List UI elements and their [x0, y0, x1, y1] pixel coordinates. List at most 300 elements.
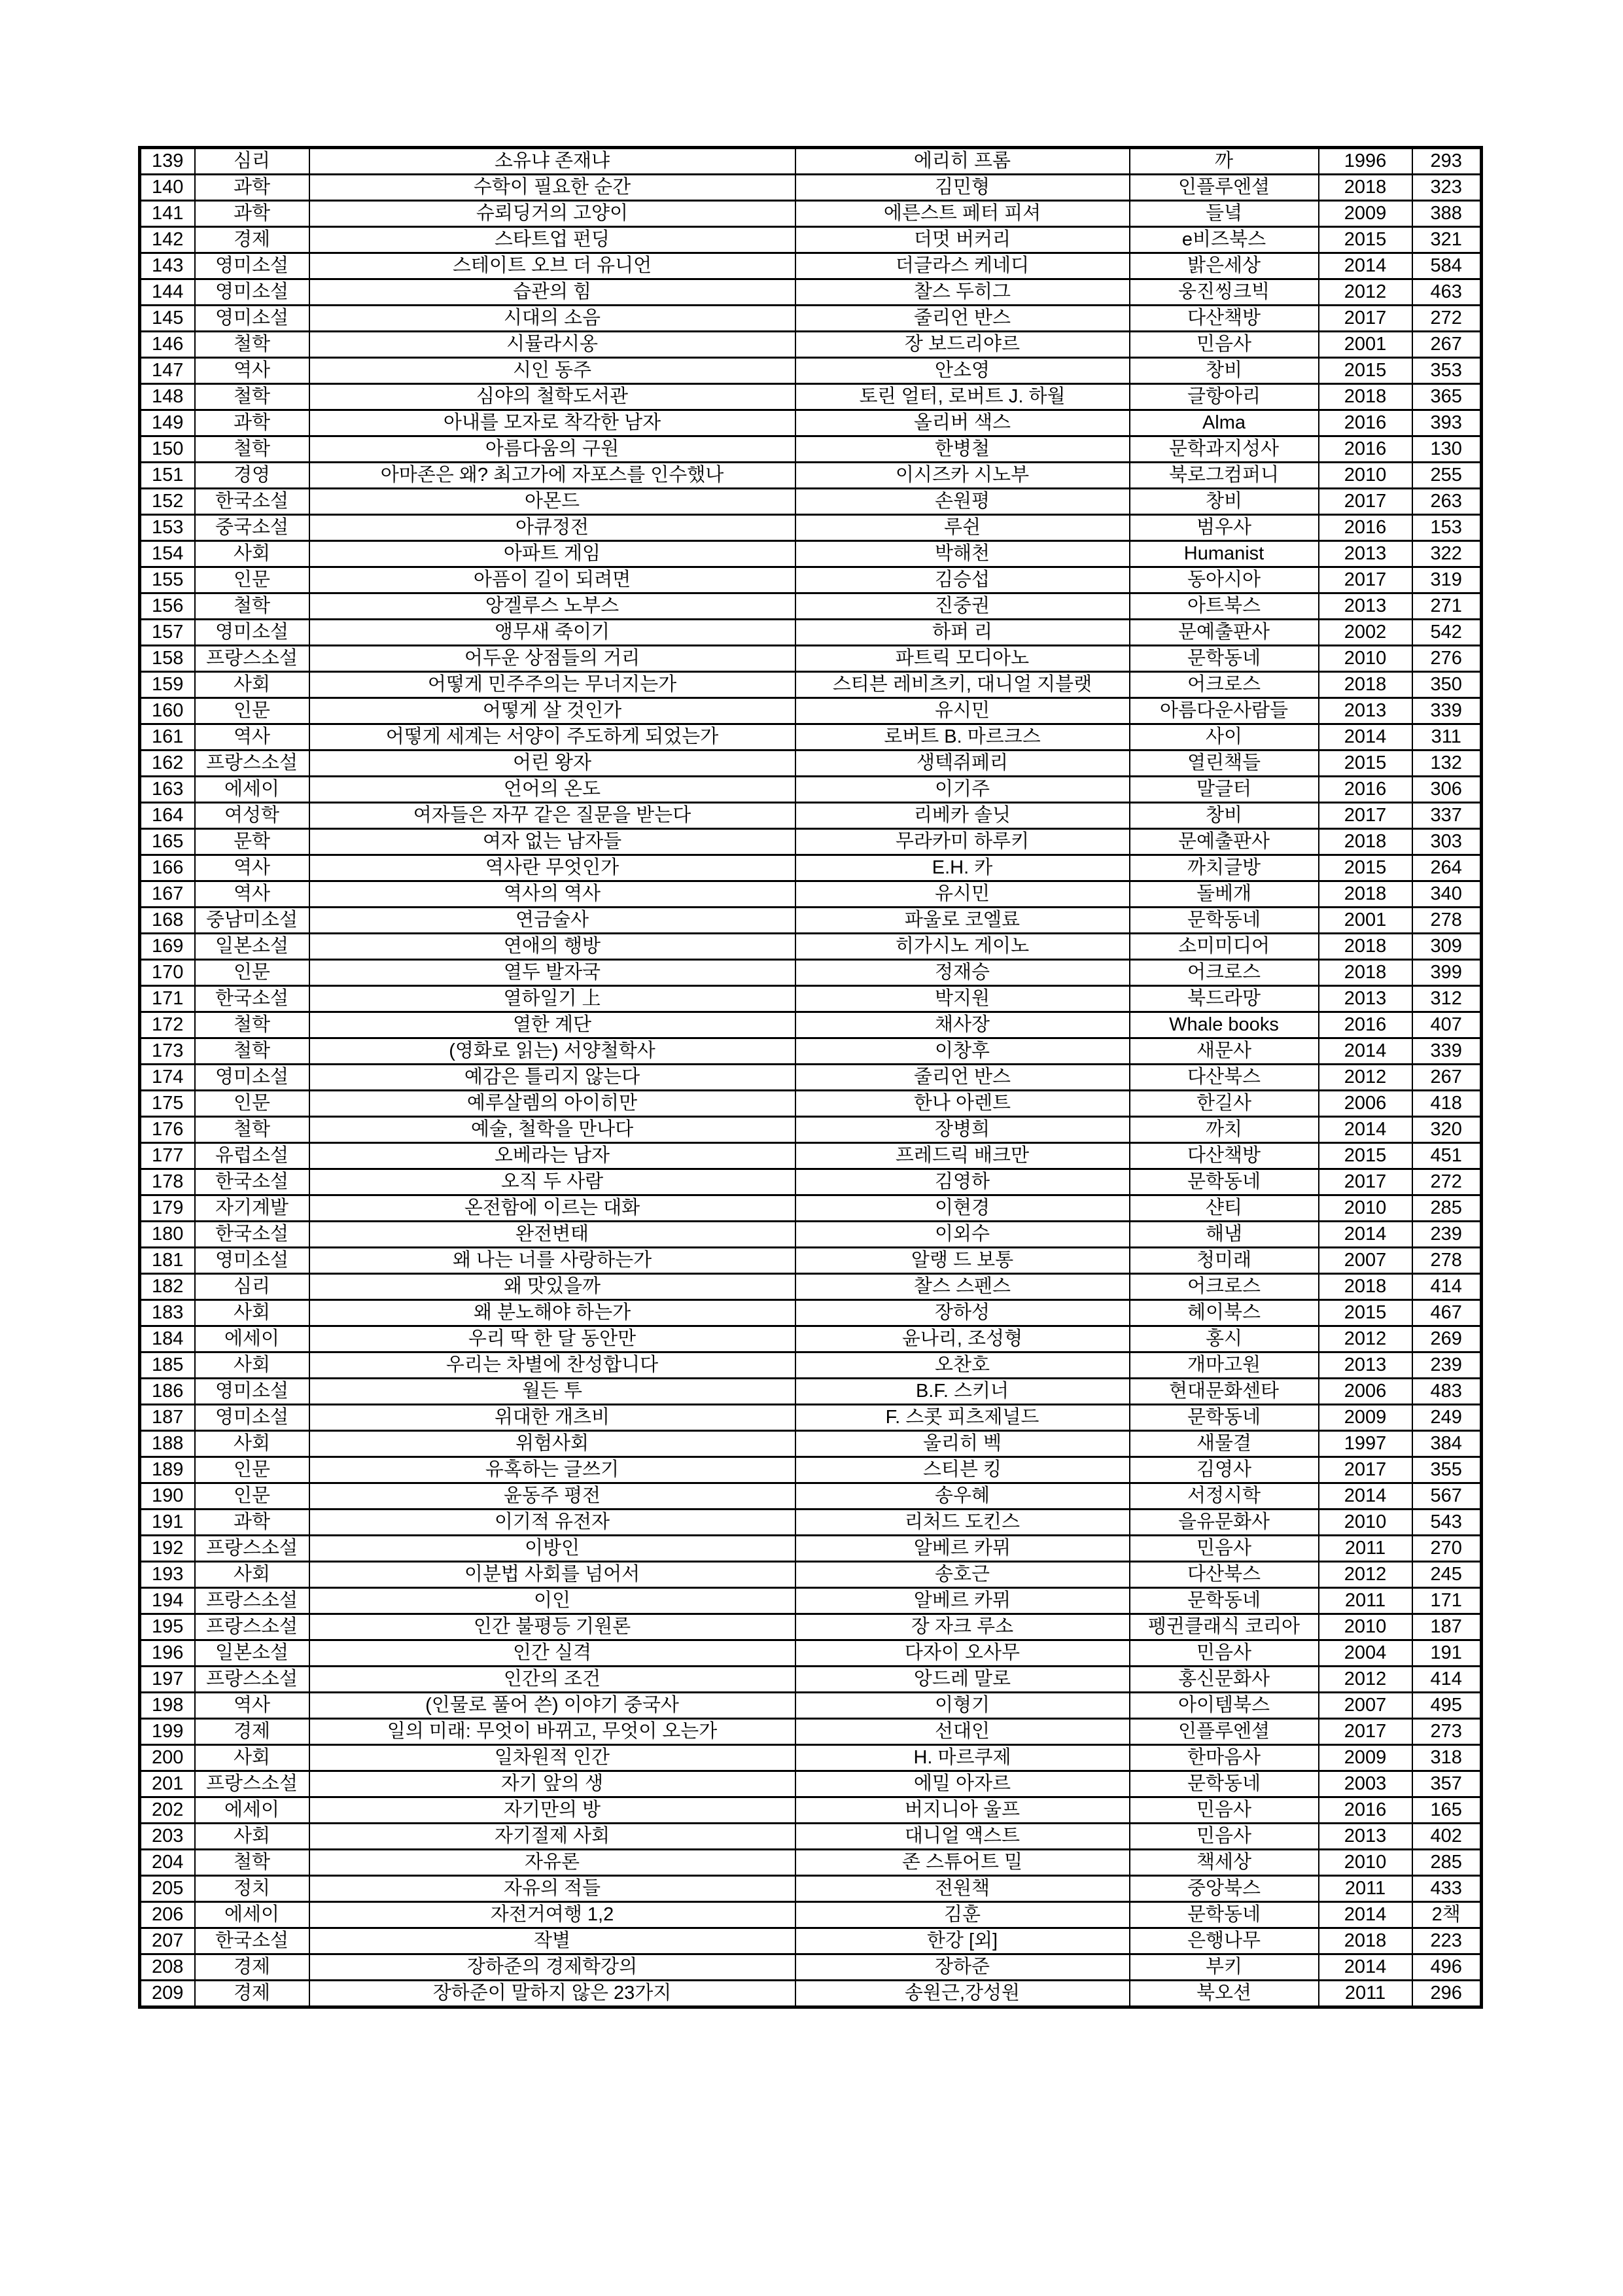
table-row — [140, 1038, 1482, 1065]
author-cell: 프레드릭 배크만 — [795, 1143, 1130, 1169]
publisher-cell: 돌베개 — [1130, 881, 1319, 908]
row-number-cell: 198 — [140, 1693, 195, 1719]
row-number-cell: 157 — [140, 620, 195, 646]
title-cell: 자전거여행 1,2 — [309, 1902, 795, 1928]
table-row — [140, 1667, 1482, 1693]
author-cell: 안소영 — [795, 358, 1130, 384]
row-number-cell: 144 — [140, 279, 195, 306]
row-number-cell: 164 — [140, 803, 195, 829]
pages-cell: 542 — [1412, 620, 1482, 646]
year-cell: 1997 — [1319, 1431, 1412, 1457]
year-cell: 2018 — [1319, 829, 1412, 855]
table-row — [140, 1902, 1482, 1928]
year-cell: 2012 — [1319, 1667, 1412, 1693]
book-list-table — [138, 146, 1483, 2009]
pages-cell: 239 — [1412, 1352, 1482, 1379]
pages-cell: 130 — [1412, 436, 1482, 463]
table-row — [140, 777, 1482, 803]
pages-cell: 340 — [1412, 881, 1482, 908]
year-cell: 2016 — [1319, 410, 1412, 436]
year-cell: 2003 — [1319, 1771, 1412, 1797]
table-row — [140, 751, 1482, 777]
table-row — [140, 332, 1482, 358]
year-cell: 2014 — [1319, 1483, 1412, 1510]
row-number-cell: 167 — [140, 881, 195, 908]
year-cell: 2016 — [1319, 1012, 1412, 1038]
title-cell: 시인 동주 — [309, 358, 795, 384]
year-cell: 2018 — [1319, 175, 1412, 201]
year-cell: 2013 — [1319, 986, 1412, 1012]
title-cell: 일의 미래: 무엇이 바뀌고, 무엇이 오는가 — [309, 1719, 795, 1745]
table-row — [140, 515, 1482, 541]
publisher-cell: 북로그컴퍼니 — [1130, 463, 1319, 489]
pages-cell: 312 — [1412, 986, 1482, 1012]
year-cell: 2014 — [1319, 253, 1412, 279]
author-cell: 유시민 — [795, 881, 1130, 908]
title-cell: 심야의 철학도서관 — [309, 384, 795, 410]
row-number-cell: 192 — [140, 1536, 195, 1562]
year-cell: 2012 — [1319, 1562, 1412, 1588]
table-row — [140, 1405, 1482, 1431]
publisher-cell: 범우사 — [1130, 515, 1319, 541]
year-cell: 2014 — [1319, 1117, 1412, 1143]
category-cell: 철학 — [195, 1117, 309, 1143]
author-cell: 장하준 — [795, 1954, 1130, 1981]
pages-cell: 269 — [1412, 1326, 1482, 1352]
pages-cell: 272 — [1412, 306, 1482, 332]
row-number-cell: 169 — [140, 934, 195, 960]
category-cell: 한국소설 — [195, 1169, 309, 1195]
publisher-cell: Alma — [1130, 410, 1319, 436]
publisher-cell: 민음사 — [1130, 332, 1319, 358]
title-cell: 자기절제 사회 — [309, 1824, 795, 1850]
publisher-cell: 웅진씽크빅 — [1130, 279, 1319, 306]
publisher-cell: 한길사 — [1130, 1091, 1319, 1117]
author-cell: 손원평 — [795, 489, 1130, 515]
year-cell: 2018 — [1319, 1928, 1412, 1954]
title-cell: 아내를 모자로 착각한 남자 — [309, 410, 795, 436]
year-cell: 2011 — [1319, 1981, 1412, 2007]
publisher-cell: 문학과지성사 — [1130, 436, 1319, 463]
title-cell: 아큐정전 — [309, 515, 795, 541]
year-cell: 2006 — [1319, 1091, 1412, 1117]
publisher-cell: 문학동네 — [1130, 908, 1319, 934]
row-number-cell: 206 — [140, 1902, 195, 1928]
year-cell: 2014 — [1319, 1222, 1412, 1248]
row-number-cell: 171 — [140, 986, 195, 1012]
table-row — [140, 1536, 1482, 1562]
year-cell: 2016 — [1319, 515, 1412, 541]
category-cell: 철학 — [195, 384, 309, 410]
category-cell: 사회 — [195, 1431, 309, 1457]
row-number-cell: 161 — [140, 724, 195, 751]
pages-cell: 311 — [1412, 724, 1482, 751]
category-cell: 사회 — [195, 1562, 309, 1588]
year-cell: 2015 — [1319, 358, 1412, 384]
table-row — [140, 1352, 1482, 1379]
year-cell: 2011 — [1319, 1876, 1412, 1902]
year-cell: 2011 — [1319, 1588, 1412, 1614]
publisher-cell: 사이 — [1130, 724, 1319, 751]
pages-cell: 414 — [1412, 1667, 1482, 1693]
table-row — [140, 1379, 1482, 1405]
year-cell: 2017 — [1319, 803, 1412, 829]
publisher-cell: 북오션 — [1130, 1981, 1319, 2007]
author-cell: 리처드 도킨스 — [795, 1510, 1130, 1536]
pages-cell: 353 — [1412, 358, 1482, 384]
row-number-cell: 156 — [140, 593, 195, 620]
author-cell: B.F. 스키너 — [795, 1379, 1130, 1405]
publisher-cell: 다산책방 — [1130, 1143, 1319, 1169]
row-number-cell: 182 — [140, 1274, 195, 1300]
category-cell: 에세이 — [195, 1902, 309, 1928]
year-cell: 2016 — [1319, 436, 1412, 463]
publisher-cell: 다산북스 — [1130, 1562, 1319, 1588]
publisher-cell: 은행나무 — [1130, 1928, 1319, 1954]
pages-cell: 263 — [1412, 489, 1482, 515]
title-cell: 수학이 필요한 순간 — [309, 175, 795, 201]
pages-cell: 318 — [1412, 1745, 1482, 1771]
row-number-cell: 151 — [140, 463, 195, 489]
pages-cell: 357 — [1412, 1771, 1482, 1797]
author-cell: 김승섭 — [795, 567, 1130, 593]
table-row — [140, 1143, 1482, 1169]
category-cell: 철학 — [195, 332, 309, 358]
row-number-cell: 139 — [140, 148, 195, 175]
row-number-cell: 153 — [140, 515, 195, 541]
category-cell: 인문 — [195, 1457, 309, 1483]
author-cell: 한강 [외] — [795, 1928, 1130, 1954]
author-cell: 윤나리, 조성형 — [795, 1326, 1130, 1352]
publisher-cell: 어크로스 — [1130, 1274, 1319, 1300]
category-cell: 철학 — [195, 1012, 309, 1038]
category-cell: 프랑스소설 — [195, 1667, 309, 1693]
author-cell: 송호근 — [795, 1562, 1130, 1588]
publisher-cell: Humanist — [1130, 541, 1319, 567]
title-cell: 열한 계단 — [309, 1012, 795, 1038]
year-cell: 2007 — [1319, 1248, 1412, 1274]
author-cell: 에른스트 페터 피셔 — [795, 201, 1130, 227]
title-cell: 연금술사 — [309, 908, 795, 934]
table-row — [140, 201, 1482, 227]
pages-cell: 339 — [1412, 1038, 1482, 1065]
category-cell: 인문 — [195, 1091, 309, 1117]
pages-cell: 285 — [1412, 1850, 1482, 1876]
title-cell: 어떻게 살 것인가 — [309, 698, 795, 724]
table-row — [140, 253, 1482, 279]
pages-cell: 320 — [1412, 1117, 1482, 1143]
title-cell: 인간의 조건 — [309, 1667, 795, 1693]
pages-cell: 402 — [1412, 1824, 1482, 1850]
category-cell: 경제 — [195, 227, 309, 253]
year-cell: 2015 — [1319, 1300, 1412, 1326]
category-cell: 프랑스소설 — [195, 1771, 309, 1797]
row-number-cell: 207 — [140, 1928, 195, 1954]
author-cell: 다자이 오사무 — [795, 1640, 1130, 1667]
author-cell: 김영하 — [795, 1169, 1130, 1195]
author-cell: H. 마르쿠제 — [795, 1745, 1130, 1771]
publisher-cell: 새문사 — [1130, 1038, 1319, 1065]
category-cell: 중남미소설 — [195, 908, 309, 934]
publisher-cell: 문예출판사 — [1130, 620, 1319, 646]
author-cell: 더글라스 케네디 — [795, 253, 1130, 279]
category-cell: 프랑스소설 — [195, 751, 309, 777]
category-cell: 정치 — [195, 1876, 309, 1902]
title-cell: 장하준의 경제학강의 — [309, 1954, 795, 1981]
publisher-cell: 문학동네 — [1130, 1902, 1319, 1928]
category-cell: 과학 — [195, 175, 309, 201]
publisher-cell: 소미미디어 — [1130, 934, 1319, 960]
row-number-cell: 178 — [140, 1169, 195, 1195]
title-cell: 아몬드 — [309, 489, 795, 515]
category-cell: 사회 — [195, 672, 309, 698]
category-cell: 영미소설 — [195, 1379, 309, 1405]
category-cell: 철학 — [195, 593, 309, 620]
table-row — [140, 803, 1482, 829]
title-cell: 오베라는 남자 — [309, 1143, 795, 1169]
year-cell: 2017 — [1319, 306, 1412, 332]
author-cell: 앙드레 말로 — [795, 1667, 1130, 1693]
title-cell: 완전변태 — [309, 1222, 795, 1248]
publisher-cell: 현대문화센타 — [1130, 1379, 1319, 1405]
publisher-cell: 까 — [1130, 148, 1319, 175]
title-cell: 왜 맛있을까 — [309, 1274, 795, 1300]
pages-cell: 273 — [1412, 1719, 1482, 1745]
row-number-cell: 165 — [140, 829, 195, 855]
author-cell: 에리히 프롬 — [795, 148, 1130, 175]
pages-cell: 418 — [1412, 1091, 1482, 1117]
table-row — [140, 881, 1482, 908]
year-cell: 2007 — [1319, 1693, 1412, 1719]
title-cell: 자기 앞의 생 — [309, 1771, 795, 1797]
title-cell: 어떻게 민주주의는 무너지는가 — [309, 672, 795, 698]
table-row — [140, 1326, 1482, 1352]
row-number-cell: 146 — [140, 332, 195, 358]
pages-cell: 132 — [1412, 751, 1482, 777]
title-cell: 역사란 무엇인가 — [309, 855, 795, 881]
title-cell: 열하일기 上 — [309, 986, 795, 1012]
publisher-cell: 열린책들 — [1130, 751, 1319, 777]
category-cell: 영미소설 — [195, 620, 309, 646]
author-cell: 전원책 — [795, 1876, 1130, 1902]
category-cell: 경제 — [195, 1719, 309, 1745]
author-cell: 진중권 — [795, 593, 1130, 620]
row-number-cell: 150 — [140, 436, 195, 463]
pages-cell: 285 — [1412, 1195, 1482, 1222]
year-cell: 2018 — [1319, 960, 1412, 986]
year-cell: 1996 — [1319, 148, 1412, 175]
row-number-cell: 193 — [140, 1562, 195, 1588]
publisher-cell: 을유문화사 — [1130, 1510, 1319, 1536]
category-cell: 인문 — [195, 960, 309, 986]
pages-cell: 393 — [1412, 410, 1482, 436]
table-row — [140, 1483, 1482, 1510]
author-cell: 존 스튜어트 밀 — [795, 1850, 1130, 1876]
publisher-cell: 창비 — [1130, 803, 1319, 829]
title-cell: 자유론 — [309, 1850, 795, 1876]
table-row — [140, 227, 1482, 253]
publisher-cell: 북드라망 — [1130, 986, 1319, 1012]
pages-cell: 267 — [1412, 1065, 1482, 1091]
title-cell: 언어의 온도 — [309, 777, 795, 803]
row-number-cell: 159 — [140, 672, 195, 698]
title-cell: 우리는 차별에 찬성합니다 — [309, 1352, 795, 1379]
category-cell: 경제 — [195, 1954, 309, 1981]
table-row — [140, 306, 1482, 332]
year-cell: 2010 — [1319, 1510, 1412, 1536]
year-cell: 2006 — [1319, 1379, 1412, 1405]
year-cell: 2014 — [1319, 1902, 1412, 1928]
title-cell: 습관의 힘 — [309, 279, 795, 306]
author-cell: 박지원 — [795, 986, 1130, 1012]
author-cell: 버지니아 울프 — [795, 1797, 1130, 1824]
table-row — [140, 724, 1482, 751]
title-cell: 어떻게 세계는 서양이 주도하게 되었는가 — [309, 724, 795, 751]
year-cell: 2012 — [1319, 279, 1412, 306]
pages-cell: 296 — [1412, 1981, 1482, 2007]
title-cell: 어두운 상점들의 거리 — [309, 646, 795, 672]
category-cell: 역사 — [195, 358, 309, 384]
table-row — [140, 489, 1482, 515]
category-cell: 프랑스소설 — [195, 1588, 309, 1614]
title-cell: 이기적 유전자 — [309, 1510, 795, 1536]
category-cell: 과학 — [195, 201, 309, 227]
publisher-cell: 문학동네 — [1130, 1405, 1319, 1431]
row-number-cell: 197 — [140, 1667, 195, 1693]
publisher-cell: 창비 — [1130, 489, 1319, 515]
pages-cell: 278 — [1412, 1248, 1482, 1274]
author-cell: 올리버 색스 — [795, 410, 1130, 436]
publisher-cell: 문예출판사 — [1130, 829, 1319, 855]
title-cell: 이방인 — [309, 1536, 795, 1562]
table-row — [140, 1117, 1482, 1143]
category-cell: 인문 — [195, 567, 309, 593]
publisher-cell: 까치 — [1130, 1117, 1319, 1143]
category-cell: 여성학 — [195, 803, 309, 829]
category-cell: 영미소설 — [195, 306, 309, 332]
year-cell: 2010 — [1319, 646, 1412, 672]
table-row — [140, 1797, 1482, 1824]
author-cell: 파트릭 모디아노 — [795, 646, 1130, 672]
title-cell: 유혹하는 글쓰기 — [309, 1457, 795, 1483]
row-number-cell: 187 — [140, 1405, 195, 1431]
author-cell: 이시즈카 시노부 — [795, 463, 1130, 489]
table-row — [140, 1222, 1482, 1248]
year-cell: 2015 — [1319, 751, 1412, 777]
category-cell: 경영 — [195, 463, 309, 489]
pages-cell: 483 — [1412, 1379, 1482, 1405]
author-cell: 한병철 — [795, 436, 1130, 463]
title-cell: 인간 불평등 기원론 — [309, 1614, 795, 1640]
category-cell: 프랑스소설 — [195, 646, 309, 672]
publisher-cell: 민음사 — [1130, 1640, 1319, 1667]
row-number-cell: 168 — [140, 908, 195, 934]
table-row — [140, 1719, 1482, 1745]
category-cell: 심리 — [195, 148, 309, 175]
row-number-cell: 140 — [140, 175, 195, 201]
title-cell: 열두 발자국 — [309, 960, 795, 986]
year-cell: 2011 — [1319, 1536, 1412, 1562]
title-cell: 슈뢰딩거의 고양이 — [309, 201, 795, 227]
author-cell: 토린 얼터, 로버트 J. 하월 — [795, 384, 1130, 410]
table-row — [140, 1614, 1482, 1640]
year-cell: 2013 — [1319, 698, 1412, 724]
title-cell: 오직 두 사람 — [309, 1169, 795, 1195]
row-number-cell: 173 — [140, 1038, 195, 1065]
title-cell: 앙겔루스 노부스 — [309, 593, 795, 620]
row-number-cell: 145 — [140, 306, 195, 332]
pages-cell: 399 — [1412, 960, 1482, 986]
table-row — [140, 279, 1482, 306]
pages-cell: 323 — [1412, 175, 1482, 201]
title-cell: 윤동주 평전 — [309, 1483, 795, 1510]
table-row — [140, 567, 1482, 593]
row-number-cell: 201 — [140, 1771, 195, 1797]
row-number-cell: 160 — [140, 698, 195, 724]
year-cell: 2001 — [1319, 332, 1412, 358]
year-cell: 2014 — [1319, 1038, 1412, 1065]
publisher-cell: 민음사 — [1130, 1797, 1319, 1824]
pages-cell: 467 — [1412, 1300, 1482, 1326]
author-cell: 송원근,강성원 — [795, 1981, 1130, 2007]
year-cell: 2010 — [1319, 463, 1412, 489]
author-cell: 줄리언 반스 — [795, 306, 1130, 332]
pages-cell: 271 — [1412, 593, 1482, 620]
year-cell: 2002 — [1319, 620, 1412, 646]
title-cell: 일차원적 인간 — [309, 1745, 795, 1771]
row-number-cell: 186 — [140, 1379, 195, 1405]
title-cell: 앵무새 죽이기 — [309, 620, 795, 646]
pages-cell: 463 — [1412, 279, 1482, 306]
row-number-cell: 188 — [140, 1431, 195, 1457]
publisher-cell: 까치글방 — [1130, 855, 1319, 881]
category-cell: 중국소설 — [195, 515, 309, 541]
pages-cell: 309 — [1412, 934, 1482, 960]
year-cell: 2012 — [1319, 1065, 1412, 1091]
author-cell: 채사장 — [795, 1012, 1130, 1038]
category-cell: 영미소설 — [195, 253, 309, 279]
title-cell: 스타트업 펀딩 — [309, 227, 795, 253]
title-cell: 연애의 행방 — [309, 934, 795, 960]
year-cell: 2018 — [1319, 1274, 1412, 1300]
publisher-cell: 동아시아 — [1130, 567, 1319, 593]
pages-cell: 496 — [1412, 1954, 1482, 1981]
row-number-cell: 158 — [140, 646, 195, 672]
table-row — [140, 384, 1482, 410]
year-cell: 2009 — [1319, 1405, 1412, 1431]
table-row — [140, 620, 1482, 646]
category-cell: 영미소설 — [195, 279, 309, 306]
table-row — [140, 1431, 1482, 1457]
publisher-cell: 밝은세상 — [1130, 253, 1319, 279]
author-cell: 스티븐 킹 — [795, 1457, 1130, 1483]
author-cell: 대니얼 액스트 — [795, 1824, 1130, 1850]
publisher-cell: 어크로스 — [1130, 960, 1319, 986]
author-cell: 찰스 두히그 — [795, 279, 1130, 306]
row-number-cell: 202 — [140, 1797, 195, 1824]
pages-cell: 451 — [1412, 1143, 1482, 1169]
publisher-cell: 문학동네 — [1130, 1588, 1319, 1614]
table-row — [140, 1300, 1482, 1326]
table-row — [140, 175, 1482, 201]
pages-cell: 306 — [1412, 777, 1482, 803]
author-cell: 무라카미 하루키 — [795, 829, 1130, 855]
author-cell: 에밀 아자르 — [795, 1771, 1130, 1797]
author-cell: 김훈 — [795, 1902, 1130, 1928]
table-row — [140, 855, 1482, 881]
year-cell: 2016 — [1319, 1797, 1412, 1824]
category-cell: 심리 — [195, 1274, 309, 1300]
